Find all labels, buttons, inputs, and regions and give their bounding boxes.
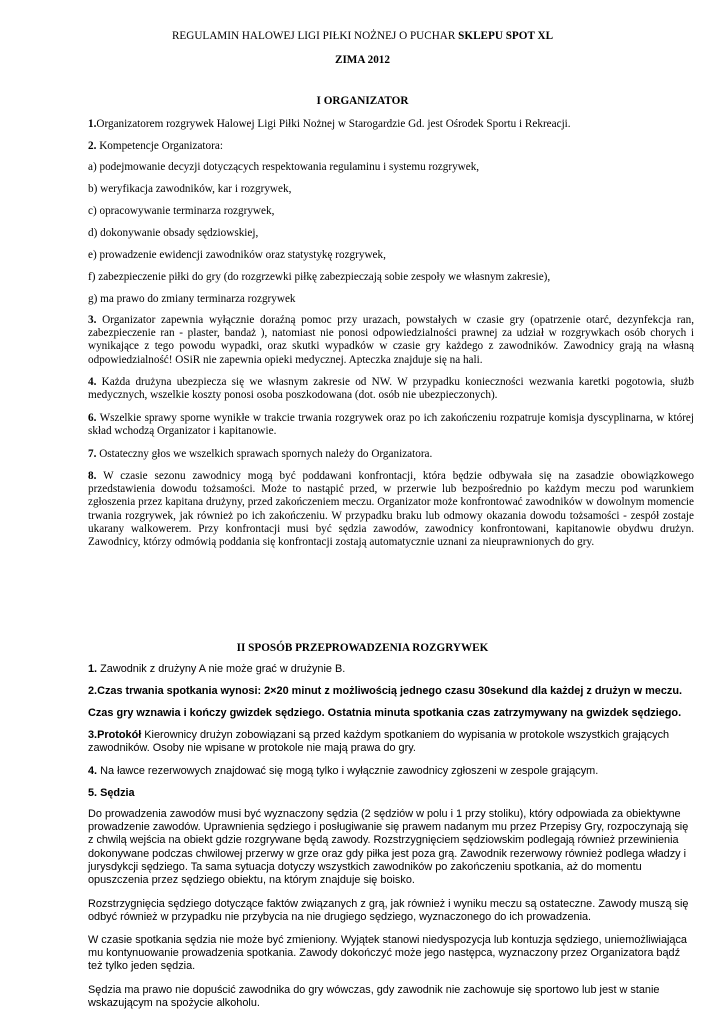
list-item: b) weryfikacja zawodników, kar i rozgrywek,	[88, 183, 292, 195]
season-label: ZIMA 2012	[334, 54, 390, 66]
paragraph-7: 7. Ostateczny głos we wszelkich sprawach spornych należy do Organizatora.	[88, 448, 433, 460]
section-1-heading: I ORGANIZATOR	[316, 95, 409, 107]
list-item: a) podejmowanie decyzji dotyczących respektowania regulaminu i systemu rozgrywek,	[88, 161, 480, 173]
paragraph-4: 4. Każda drużyna ubezpiecza się we własnym zakresie od NW. W przypadku konieczności wezwania karetki pogotowia, służb medycznych, wszelkie koszty ponosi osoba poszkodowana (dot. osób nie ubezpieczonych).	[88, 376, 694, 402]
paragraph-8: 8. W czasie sezonu zawodnicy mogą być poddawani konfrontacji, która będzie odbywała się na zasadzie obowiązkowego przedstawienia dowodu tożsamości. Może to nastąpić przed, w przerwie lub bezpośrednio po każdym meczu pod warunkiem zgłoszenia przez kapitana drużyny, przed zakończeniem meczu. Organizator może konfrontować zawodników w dowolnym momencie trwania rozgrywek, jak również po ich zakończeniu. W przypadku braku lub odmowy okazania dowodu tożsamości - zespół zostaje ukarany walkowerem. Przy konfrontacji musi być sędzia zawodów, zawodnicy konfrontowani, kapitanowie obydwu drużyn. Zawodnicy, którzy odmówią poddania się konfrontacji zostają automatycznie uznani za nieuprawnionych do gry.	[88, 470, 694, 549]
list-item: e) prowadzenie ewidencji zawodników oraz statystykę rozgrywek,	[88, 249, 386, 261]
rule-4: 4. Na ławce rezerwowych znajdować się mogą tylko i wyłącznie zawodnicy zgłoszeni w zespole grającym.	[88, 765, 599, 777]
rule-2-duration: 2.Czas trwania spotkania wynosi: 2×20 minut z możliwością jednego czasu 30sekund dla każdej z drużyn w meczu.	[88, 685, 683, 697]
document-title: REGULAMIN HALOWEJ LIGI PIŁKI NOŻNEJ O PUCHAR SKLEPU SPOT XL	[171, 30, 554, 42]
rule-5-paragraph: W czasie spotkania sędzia nie może być zmieniony. Wyjątek stanowi niedyspozycja lub kontuzja sędziego, uniemożliwiająca mu kontynuowanie prowadzenia spotkania. Zawody dokończyć może jego następca, wyznaczony przez Organizatora bądź też tylko jeden sędzia.	[88, 934, 687, 973]
rule-2-whistle: Czas gry wznawia i kończy gwizdek sędziego. Ostatnia minuta spotkania czas zatrzymywany na gwizdek sędziego.	[88, 707, 682, 719]
rule-5-paragraph: Do prowadzenia zawodów musi być wyznaczony sędzia (2 sędziów w polu i 1 przy stoliku), który odpowiada za obiektywne prowadzenie zawodów. Uprawnienia sędziego i posługiwanie się prawem nadanym mu przez Przepisy Gry, rozpoczynają się z chwilą wejścia na obiekt gdzie rozgrywane będą zawody. Rozstrzygnięciem sędziowskim podlegają również przewinienia dokonywane podczas chwilowej przerwy w grze oraz gdy piłka jest poza grą. Zawodnik rezerwowy również podlega władzy i jurysdykcji sędziego. Ta sama sytuacja dotyczy wszystkich zawodników po zakończeniu spotkania, aż do momentu opuszczenia przez sędziego obiektu, na którym znajduje się boisko.	[88, 808, 689, 887]
paragraph-2: 2. Kompetencje Organizatora:	[88, 140, 223, 152]
rule-5-paragraph: Rozstrzygnięcia sędziego dotyczące faktów związanych z grą, jak również i wyniku meczu są ostateczne. Zawody muszą się odbyć również w przypadku nie przybycia na nie drugiego sędziego, wyznaczonego do ich prowadzenia.	[88, 898, 689, 924]
list-item: d) dokonywanie obsady sędziowskiej,	[88, 227, 259, 239]
rule-1: 1. Zawodnik z drużyny A nie może grać w drużynie B.	[88, 663, 346, 675]
list-item: c) opracowywanie terminarza rozgrywek,	[88, 205, 275, 217]
rule-5-paragraph: Sędzia ma prawo nie dopuścić zawodnika do gry wówczas, gdy zawodnik nie zachowuje się sportowo lub jest w stanie wskazującym na spożycie alkoholu.	[88, 984, 660, 1010]
paragraph-1: 1.Organizatorem rozgrywek Halowej Ligi Piłki Nożnej w Starogardzie Gd. jest Ośrodek Sportu i Rekreacji.	[88, 118, 571, 130]
section-2-heading: II SPOSÓB PRZEPROWADZENIA ROZGRYWEK	[236, 642, 489, 654]
paragraph-6: 6. Wszelkie sprawy sporne wynikłe w trakcie trwania rozgrywek oraz po ich zakończeniu rozpatruje komisja dyscyplinarna, w której skład wchodzą Organizator i kapitanowie.	[88, 412, 694, 438]
rule-5-heading: 5. Sędzia	[88, 787, 135, 799]
paragraph-3: 3. Organizator zapewnia wyłącznie doraźną pomoc przy urazach, powstałych w czasie gry (opatrzenie otarć, dezynfekcja ran, zabezpieczenie ran - plaster, bandaż ), natomiast nie ponosi odpowiedzialności prawnej za udział w rozgrywkach osób chorych i wynikające z tego powodu wypadki, oraz skutki wypadków w czasie gry każdego z zawodników. Zawodnicy grają na własną odpowiedzialność! OSiR nie zapewnia opieki medycznej. Apteczka znajduje się na hali.	[88, 314, 694, 366]
list-item: f) zabezpieczenie piłki do gry (do rozgrzewki piłkę zabezpieczają sobie zespoły we własnym zakresie),	[88, 271, 551, 283]
list-item: g) ma prawo do zmiany terminarza rozgrywek	[88, 293, 296, 305]
rule-3-protocol: 3.Protokół Kierownicy drużyn zobowiązani są przed każdym spotkaniem do wypisania w protokole wszystkich grających zawodników. Osoby nie wpisane w protokole nie mają prawa do gry.	[88, 729, 670, 755]
